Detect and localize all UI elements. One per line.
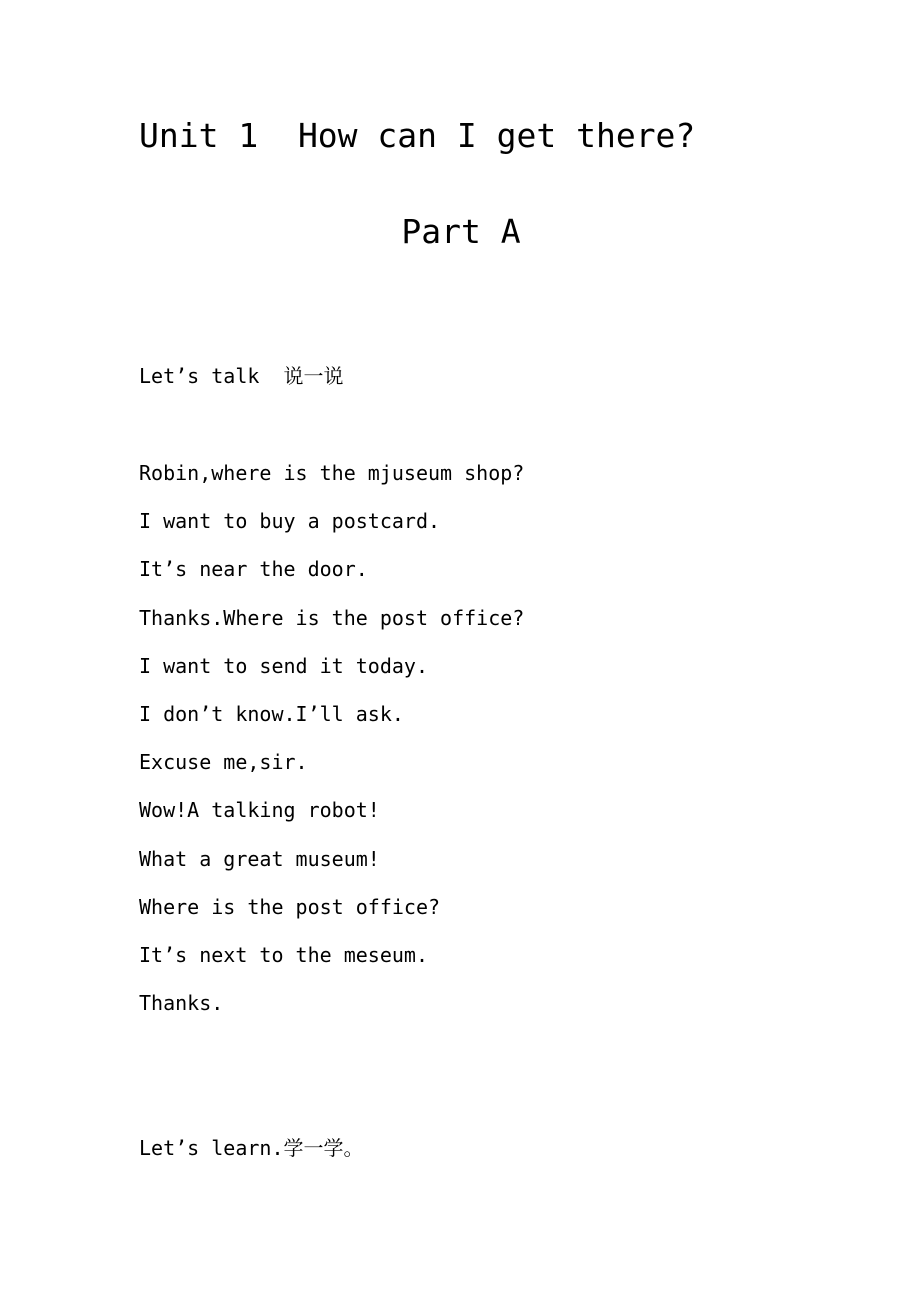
dialogue-line: Where is the post office?: [139, 894, 441, 919]
dialogue-line: Wow!A talking robot!: [139, 798, 380, 823]
dialogue-list: [139, 459, 524, 1037]
dialogue-line: I want to send it today.: [139, 653, 428, 678]
dialogue-line: Excuse me,sir.: [139, 750, 308, 775]
dialogue-line: Thanks.: [139, 991, 224, 1016]
dialogue-line: Robin,where is the mjuseum shop?: [139, 461, 525, 485]
part-label: Part A: [401, 212, 521, 251]
lets-learn-heading: Let’s learn.学一学。: [139, 1136, 364, 1160]
dialogue-line: It’s next to the meseum.: [139, 942, 428, 967]
dialogue-line: I don’t know.I’ll ask.: [139, 701, 404, 726]
dialogue-line: Thanks.Where is the post office?: [139, 605, 525, 630]
dialogue-line: It’s near the door.: [139, 557, 368, 582]
unit-title: Unit 1 How can I get there?: [139, 116, 696, 155]
dialogue-line: What a great museum!: [139, 846, 380, 871]
dialogue-line: I want to buy a postcard.: [139, 509, 441, 534]
part-heading: [0, 208, 920, 256]
lets-talk-heading: Let’s talk 说一说: [139, 364, 344, 388]
